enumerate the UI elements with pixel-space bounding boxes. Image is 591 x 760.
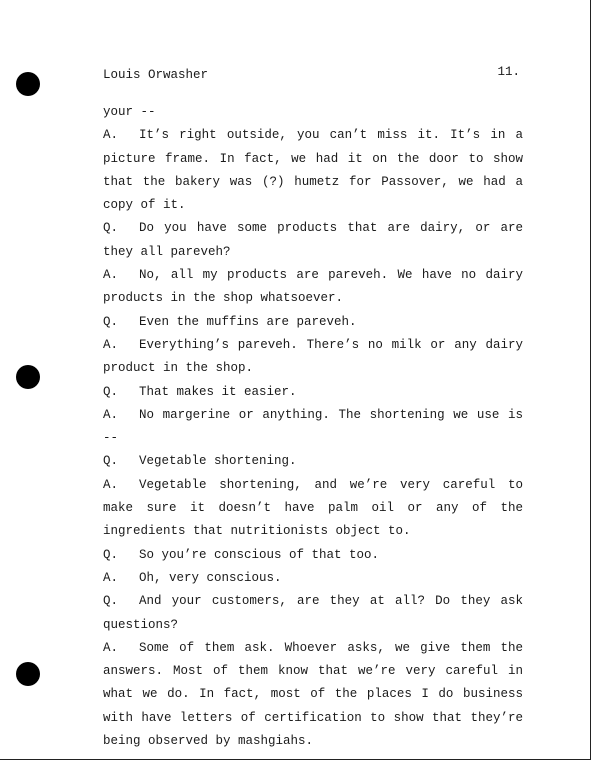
speaker-label: Q. xyxy=(103,594,119,609)
line-text: And your customers, are they at all? Do they ask questions? xyxy=(103,594,523,632)
speaker-label: A. xyxy=(103,640,119,655)
transcript-line xyxy=(103,567,523,590)
transcript-line xyxy=(103,311,523,334)
transcript-line xyxy=(103,334,523,381)
speaker-label: Q. xyxy=(103,314,119,329)
line-text: That makes it easier. xyxy=(139,384,297,399)
speaker-label: A. xyxy=(103,477,119,492)
line-text: your -- xyxy=(103,105,156,119)
line-text: Vegetable shortening. xyxy=(139,454,297,469)
line-text: No margerine or anything. The shortening we use is -- xyxy=(103,407,523,446)
speaker-label: A. xyxy=(103,268,119,283)
line-text: Vegetable shortening, and we’re very careful to make sure it doesn’t have palm oil or any of the ingredients that nutritionists object to. xyxy=(103,477,523,539)
speaker-label: A. xyxy=(103,128,119,143)
line-text: Some of them ask. Whoever asks, we give them the answers. Most of them know that we’re very careful in what we do. In fact, most of the places I do business with have letters of certification to show that they’re being observed by mashgiahs. xyxy=(103,640,523,749)
transcript-line xyxy=(103,474,523,544)
interviewee-name: Louis Orwasher xyxy=(103,68,209,82)
transcript-line xyxy=(103,264,523,311)
transcript-line xyxy=(103,124,523,217)
line-text: Oh, very conscious. xyxy=(139,570,282,585)
speaker-label: Q. xyxy=(103,221,119,236)
speaker-label: A. xyxy=(103,407,119,422)
binder-hole-top xyxy=(16,72,40,96)
speaker-label: Q. xyxy=(103,547,119,562)
speaker-label: Q. xyxy=(103,384,119,399)
line-text: Do you have some products that are dairy, or are they all pareveh? xyxy=(103,221,523,259)
transcript-body xyxy=(103,101,523,753)
transcript-line xyxy=(103,217,523,264)
line-text: Everything’s pareveh. There’s no milk or any dairy product in the shop. xyxy=(103,337,523,376)
page-number: 11. xyxy=(497,65,520,79)
speaker-label: A. xyxy=(103,570,119,585)
transcript-line xyxy=(103,590,523,637)
transcript-line xyxy=(103,381,523,404)
binder-hole-middle xyxy=(16,365,40,389)
transcript-line xyxy=(103,101,523,124)
transcript-line xyxy=(103,450,523,473)
transcript-line xyxy=(103,637,523,753)
speaker-label: A. xyxy=(103,337,119,352)
line-text: Even the muffins are pareveh. xyxy=(139,314,357,329)
binder-hole-bottom xyxy=(16,662,40,686)
line-text: No, all my products are pareveh. We have no dairy products in the shop whatsoever. xyxy=(103,268,523,306)
transcript-line xyxy=(103,544,523,567)
speaker-label: Q. xyxy=(103,454,119,469)
line-text: So you’re conscious of that too. xyxy=(139,547,380,562)
line-text: It’s right outside, you can’t miss it. It’s in a picture frame. In fact, we had it on the door to show that the bakery was (?) humetz for Passover, we had a copy of it. xyxy=(103,128,523,213)
transcript-line xyxy=(103,404,523,451)
